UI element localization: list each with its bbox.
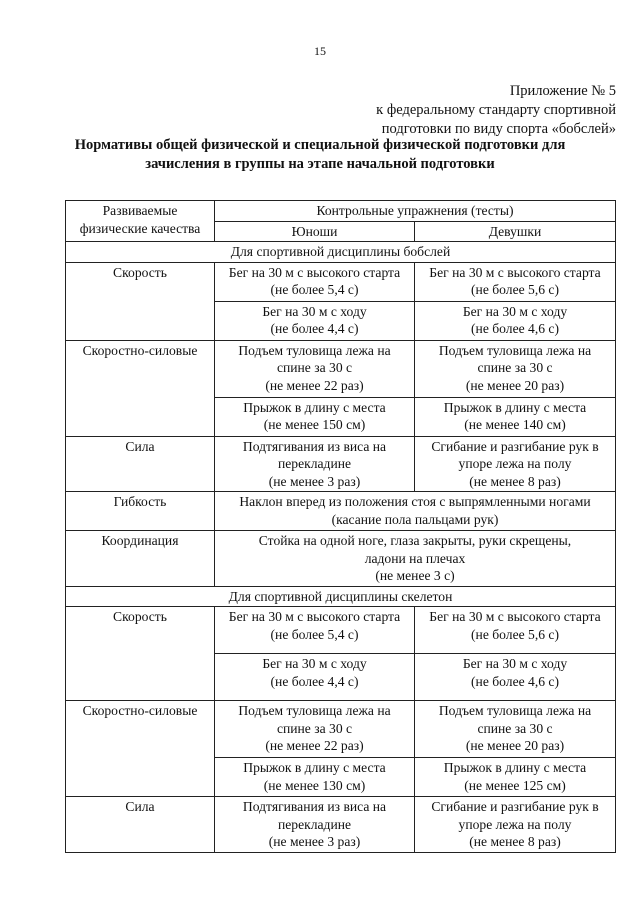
table-row xyxy=(66,607,616,654)
test-text: (не более 4,4 с) xyxy=(270,321,359,336)
test-text: (не менее 150 см) xyxy=(263,417,366,432)
test-text: (не менее 3 раз) xyxy=(268,473,361,489)
page-number: 15 xyxy=(314,44,326,58)
test-text: (не более 5,4 с) xyxy=(270,282,359,297)
test-text: (не менее 3 раз) xyxy=(268,834,361,849)
test-text: Подъем туловища лежа на xyxy=(438,703,592,718)
appendix-line: к федеральному стандарту спортивной xyxy=(376,102,616,118)
test-text: упоре лежа на полу xyxy=(458,456,572,471)
test-text: (не менее 22 раз) xyxy=(265,738,364,753)
test-cell xyxy=(415,397,616,436)
test-text: (не менее 8 раз) xyxy=(469,834,561,849)
test-text: Бег на 30 м с ходу xyxy=(462,303,568,319)
test-text: (не менее 130 см) xyxy=(263,777,366,793)
test-text: (не более 5,6 с) xyxy=(471,282,559,297)
test-text: Бег на 30 м с высокого старта xyxy=(228,609,401,624)
section-row-skeleton xyxy=(66,586,616,607)
test-text: (не менее 20 раз) xyxy=(465,738,565,753)
test-text: (не более 4,6 с) xyxy=(471,321,559,336)
norms-table xyxy=(65,200,616,853)
test-text: (не менее 8 раз) xyxy=(469,473,561,489)
test-text: (не более 5,6 с) xyxy=(471,626,559,642)
test-text: упоре лежа на полу xyxy=(458,816,572,832)
appendix-line: Приложение № 5 xyxy=(509,83,616,99)
quality-cell: Координация xyxy=(66,531,215,587)
test-text: Сгибание и разгибание рук в xyxy=(431,799,599,814)
test-text: (не менее 22 раз) xyxy=(265,377,364,393)
document-title xyxy=(40,136,600,174)
test-cell xyxy=(215,340,415,397)
section-title: Для спортивной дисциплины бобслей xyxy=(66,242,616,263)
test-cell xyxy=(415,797,616,853)
test-cell xyxy=(415,340,616,397)
test-text: Бег на 30 м с ходу xyxy=(462,656,568,671)
test-cell xyxy=(415,262,616,301)
section-title: Для спортивной дисциплины скелетон xyxy=(66,586,616,607)
test-text: (не менее 125 см) xyxy=(464,777,566,793)
test-text: (не более 4,6 с) xyxy=(471,673,559,689)
test-text: спине за 30 с xyxy=(477,720,553,736)
test-text: Бег на 30 м с высокого старта xyxy=(429,609,601,624)
test-text: спине за 30 с xyxy=(477,360,553,375)
test-text: Прыжок в длину с места xyxy=(243,399,386,415)
test-cell xyxy=(415,607,616,654)
test-text: перекладине xyxy=(277,456,352,471)
test-text: (не менее 20 раз) xyxy=(465,377,565,393)
quality-cell: Сила xyxy=(66,436,215,492)
test-cell xyxy=(215,797,415,853)
test-text: Подъем туловища лежа на xyxy=(438,342,592,358)
test-text: Подъем туловища лежа на xyxy=(238,703,391,718)
test-text: спине за 30 с xyxy=(276,720,353,736)
test-text: Бег на 30 м с высокого старта xyxy=(429,264,601,280)
test-text: Подъем туловища лежа на xyxy=(238,342,391,358)
quality-cell: Скоростно-силовые xyxy=(66,701,215,797)
test-cell xyxy=(215,654,415,701)
title-line: Нормативы общей физической и специальной физической подготовки для xyxy=(74,137,566,153)
quality-cell: Сила xyxy=(66,797,215,853)
test-cell xyxy=(215,531,616,587)
quality-cell: Скоростно-силовые xyxy=(66,340,215,436)
test-text: Подтягивания из виса на xyxy=(242,438,387,454)
header-girls-cell: Девушки xyxy=(415,221,616,242)
test-cell xyxy=(415,654,616,701)
test-text: Сгибание и разгибание рук в xyxy=(431,438,599,454)
test-text: Стойка на одной ноге, глаза закрыты, руки скрещены, xyxy=(258,533,572,548)
test-text: (не менее 140 см) xyxy=(464,417,566,432)
title-line: зачисления в группы на этапе начальной подготовки xyxy=(145,156,495,172)
header-quality-text: Развиваемые xyxy=(102,203,178,218)
table-row xyxy=(66,531,616,587)
table-row xyxy=(66,262,616,301)
test-text: Прыжок в длину с места xyxy=(443,399,587,415)
header-quality-cell xyxy=(66,201,215,242)
test-text: спине за 30 с xyxy=(276,360,353,375)
test-text: перекладине xyxy=(277,816,352,832)
test-cell xyxy=(215,607,415,654)
test-text: Наклон вперед из положения стоя с выпрямленными ногами xyxy=(239,494,591,509)
table-row xyxy=(66,701,616,758)
test-cell xyxy=(215,262,415,301)
test-text: (не более 4,4 с) xyxy=(270,673,359,689)
quality-cell: Гибкость xyxy=(66,492,215,531)
test-text: Прыжок в длину с места xyxy=(243,760,386,775)
test-text: Прыжок в длину с места xyxy=(443,760,587,775)
table-row xyxy=(66,436,616,492)
header-boys-cell: Юноши xyxy=(215,221,415,242)
test-cell xyxy=(415,758,616,797)
test-text: Бег на 30 м с высокого старта xyxy=(228,264,401,280)
test-cell xyxy=(215,436,415,492)
test-cell xyxy=(215,301,415,340)
appendix-line: подготовки по виду спорта «бобслей» xyxy=(381,121,616,137)
table-row xyxy=(66,797,616,853)
test-text: Бег на 30 м с ходу xyxy=(262,303,367,319)
header-tests-cell: Контрольные упражнения (тесты) xyxy=(215,201,616,222)
test-cell xyxy=(215,492,616,531)
table-row xyxy=(66,340,616,397)
appendix-header xyxy=(376,82,616,139)
quality-cell: Скорость xyxy=(66,262,215,340)
test-cell xyxy=(215,758,415,797)
test-text: Подтягивания из виса на xyxy=(242,799,387,814)
test-text: (касание пола пальцами рук) xyxy=(331,511,499,527)
test-text: ладони на плечах xyxy=(364,550,466,566)
table-header-row xyxy=(66,201,616,222)
header-quality-text: физические качества xyxy=(79,220,201,236)
test-cell xyxy=(415,701,616,758)
test-text: (не менее 3 с) xyxy=(375,568,455,583)
quality-cell: Скорость xyxy=(66,607,215,701)
test-text: (не более 5,4 с) xyxy=(270,626,359,642)
test-cell xyxy=(215,397,415,436)
test-cell xyxy=(415,301,616,340)
table-row xyxy=(66,492,616,531)
test-cell xyxy=(215,701,415,758)
test-text: Бег на 30 м с ходу xyxy=(262,656,367,671)
test-cell xyxy=(415,436,616,492)
section-row-bobsleigh xyxy=(66,242,616,263)
